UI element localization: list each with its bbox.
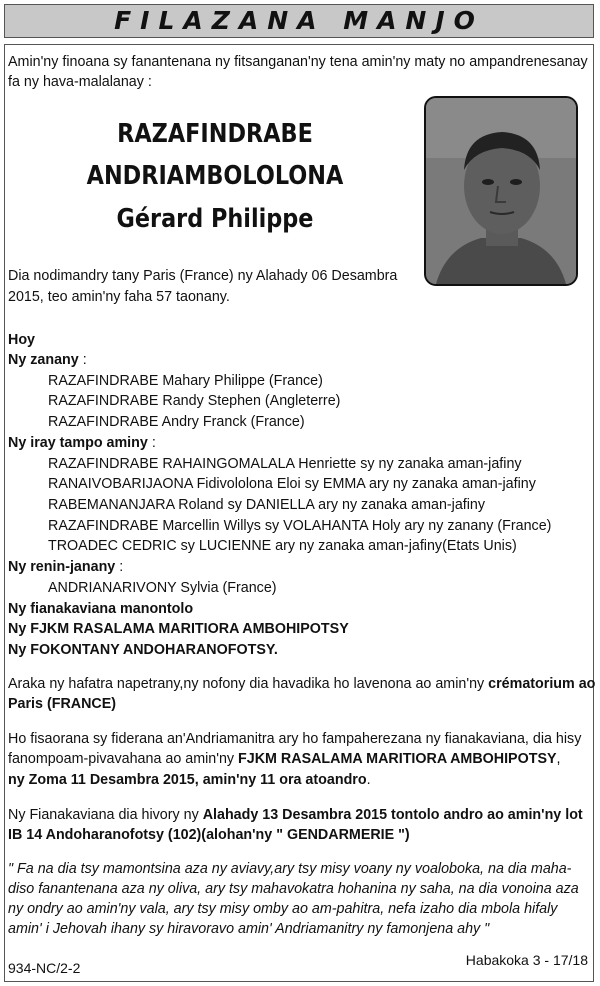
visit-line-1 xyxy=(8,805,583,826)
service-church: FJKM RASALAMA MARITIORA AMBOHIPOTSY xyxy=(238,751,557,767)
portrait-image xyxy=(426,98,576,284)
cousins-label: Ny renin-janany xyxy=(8,559,116,575)
death-line-1: Dia nodimandry tany Paris (France) ny Alahady 06 Desambra xyxy=(8,268,398,284)
cremation-line-1 xyxy=(8,674,595,695)
service-comma: , xyxy=(556,751,561,767)
siblings-heading: Ny iray tampo aminy : xyxy=(8,435,156,451)
intro-line-2: fa ny hava-malalanay : xyxy=(8,74,152,90)
notice-title: FILAZANA MANJO xyxy=(114,6,484,35)
list-item: RANAIVOBARIJAONA Fidivololona Eloi sy EMMA ary ny zanaka aman-jafiny xyxy=(48,476,536,492)
siblings-label: Ny iray tampo aminy xyxy=(8,435,148,451)
extra-family-1: Ny fianakaviana manontolo xyxy=(8,601,194,617)
children-label: Ny zanany xyxy=(8,352,79,368)
quote-line-3: ny ondry ao amin'ny vala, ary tsy misy omby ao am-pahitra, nefa izaho dia mbola hifaly xyxy=(8,901,558,917)
notice-header xyxy=(4,4,594,38)
quote-line-4: amin' i Jehovah ihany sy hiravoravo amin' Andriamanitry ny famonjena ahy " xyxy=(8,921,490,937)
cremation-text: Araka ny hafatra napetrany,ny nofony dia havadika ho lavenona ao amin'ny xyxy=(8,676,489,692)
cremation-line-2: Paris (FRANCE) xyxy=(8,696,117,712)
visit-text: Ny Fianakaviana dia hivory ny xyxy=(8,807,203,823)
list-item: RAZAFINDRABE Marcellin Willys sy VOLAHANTA Holy ary ny zanany (France) xyxy=(48,518,552,534)
list-item: RAZAFINDRABE Randy Stephen (Angleterre) xyxy=(48,393,341,409)
service-period: . xyxy=(366,772,371,788)
service-date: ny Zoma 11 Desambra 2015, amin'ny 11 ora atoandro xyxy=(8,772,367,788)
reference-code: 934-NC/2-2 xyxy=(8,960,81,976)
visit-line-2: IB 14 Andoharanofotsy (102)(alohan'ny " GENDARMERIE ") xyxy=(8,827,410,843)
cremation-place: crématorium ao xyxy=(488,676,596,692)
quote-line-2: diso fanantenana aza ny oliva, ary tsy mahavokatra hohanina ny saha, na dia vonoina aza xyxy=(8,881,579,897)
extra-family-3: Ny FOKONTANY ANDOHARANOFOTSY. xyxy=(8,642,278,658)
cousins-heading: Ny renin-janany : xyxy=(8,559,124,575)
list-item: TROADEC CEDRIC sy LUCIENNE ary ny zanaka aman-jafiny(Etats Unis) xyxy=(48,538,517,554)
children-heading: Ny zanany : xyxy=(8,352,87,368)
deceased-photo xyxy=(424,96,578,286)
deceased-given-name: Gérard Philippe xyxy=(116,204,314,234)
service-line-3 xyxy=(8,770,371,791)
service-line-2 xyxy=(8,749,561,770)
hoy-label: Hoy xyxy=(8,332,36,348)
deceased-surname-2: ANDRIAMBOLOLONA xyxy=(86,161,344,191)
list-item: RABEMANANJARA Roland sy DANIELLA ary ny zanaka aman-jafiny xyxy=(48,497,486,513)
visit-date: Alahady 13 Desambra 2015 tontolo andro ao amin'ny lot xyxy=(202,807,583,823)
death-line-2: 2015, teo amin'ny faha 57 taonany. xyxy=(8,289,230,305)
list-item: ANDRIANARIVONY Sylvia (France) xyxy=(48,580,277,596)
extra-family-2: Ny FJKM RASALAMA MARITIORA AMBOHIPOTSY xyxy=(8,621,349,637)
service-line-1: Ho fisaorana sy fiderana an'Andriamanitra ary ho fampaherezana ny fianakaviana, dia hisy xyxy=(8,731,582,747)
service-text: fanompoam-pivavahana ao amin'ny xyxy=(8,751,239,767)
intro-line-1: Amin'ny finoana sy fanantenana ny fitsanganan'ny tena amin'ny maty no ampandrenesanay xyxy=(8,54,588,70)
scripture-reference: Habakoka 3 - 17/18 xyxy=(465,952,588,968)
list-item: RAZAFINDRABE Andry Franck (France) xyxy=(48,414,305,430)
deceased-surname-1: RAZAFINDRABE xyxy=(117,119,313,149)
list-item: RAZAFINDRABE Mahary Philippe (France) xyxy=(48,373,323,389)
quote-line-1: " Fa na dia tsy mamontsina aza ny aviavy,ary tsy misy voany ny voaloboka, na dia maha- xyxy=(8,861,572,877)
list-item: RAZAFINDRABE RAHAINGOMALALA Henriette sy ny zanaka aman-jafiny xyxy=(48,456,522,472)
